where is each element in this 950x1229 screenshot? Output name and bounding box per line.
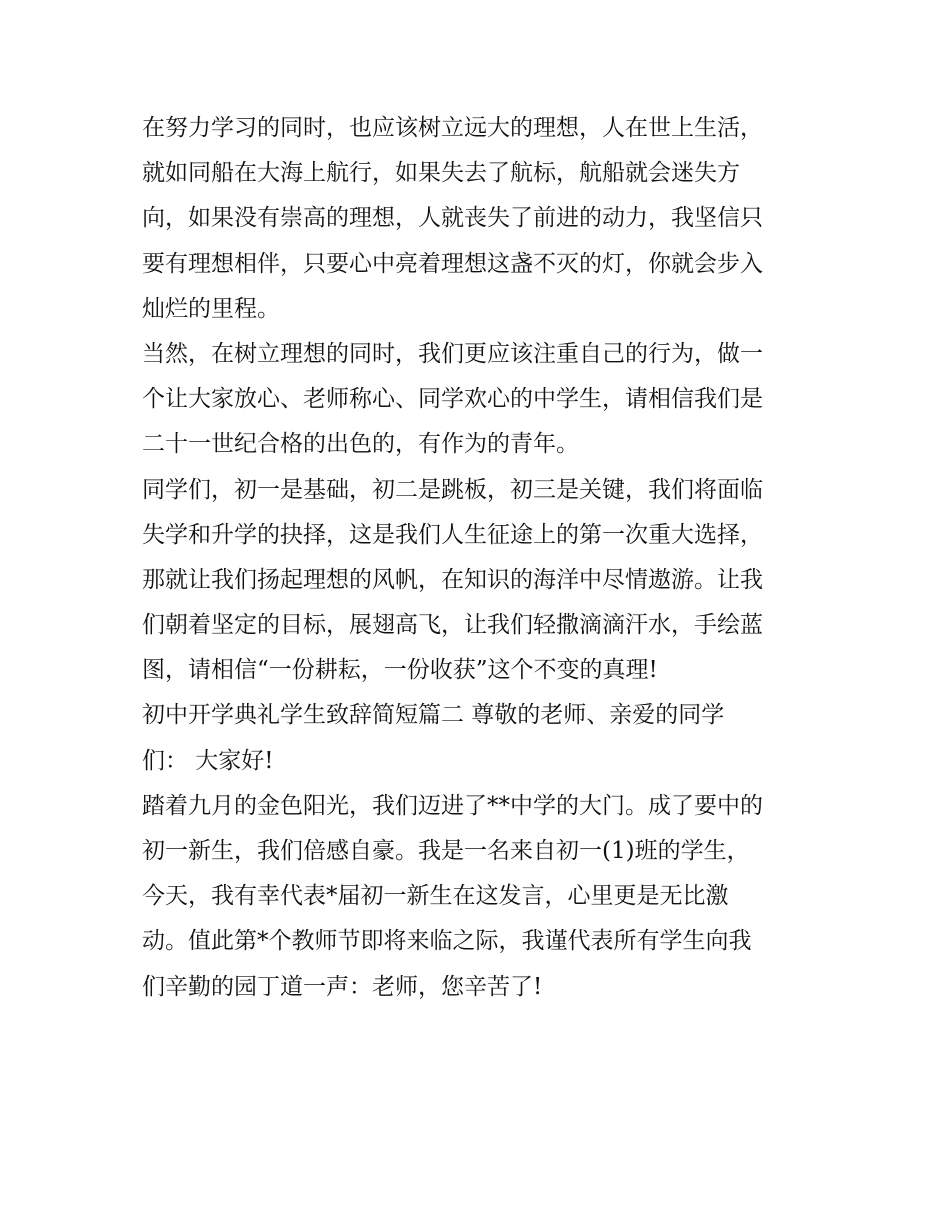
text-line: 们朝着坚定的目标，展翅高飞，让我们轻撒滴滴汗水，手绘蓝 bbox=[142, 612, 763, 639]
text-line: 图，请相信“一份耕耘，一份收获”这个不变的真理! bbox=[142, 657, 658, 684]
text-line: 同学们，初一是基础，初二是跳板，初三是关键，我们将面临 bbox=[142, 476, 763, 503]
text-line: 踏着九月的金色阳光，我们迈进了**中学的大门。成了要中的 bbox=[142, 792, 763, 819]
text-line: 向，如果没有崇高的理想，人就丧失了前进的动力，我坚信只 bbox=[142, 205, 763, 232]
text-line: 个让大家放心、老师称心、同学欢心的中学生，请相信我们是 bbox=[142, 386, 763, 413]
section-heading-line: 初中开学典礼学生致辞简短篇二 尊敬的老师、亲爱的同学 bbox=[142, 702, 725, 729]
text-line: 们辛勤的园丁道一声：老师，您辛苦了! bbox=[142, 973, 543, 1000]
text-line: 要有理想相伴，只要心中亮着理想这盏不灭的灯，你就会步入 bbox=[142, 250, 763, 277]
text-line: 动。值此第*个教师节即将来临之际，我谨代表所有学生向我 bbox=[142, 928, 752, 955]
text-line: 那就让我们扬起理想的风帆，在知识的海洋中尽情遨游。让我 bbox=[142, 566, 763, 593]
text-line: 失学和升学的抉择，这是我们人生征途上的第一次重大选择， bbox=[142, 521, 763, 548]
text-line: 初一新生，我们倍感自豪。我是一名来自初一(1)班的学生， bbox=[142, 838, 750, 864]
text-line: 二十一世纪合格的出色的，有作为的青年。 bbox=[142, 431, 579, 458]
document-body bbox=[142, 106, 822, 1010]
text-line: 在努力学习的同时，也应该树立远大的理想，人在世上生活， bbox=[142, 115, 763, 141]
greeting-line: 们： 大家好! bbox=[142, 747, 274, 774]
text-line: 灿烂的里程。 bbox=[142, 295, 280, 322]
text-line: 今天，我有幸代表*届初一新生在这发言，心里更是无比激 bbox=[142, 883, 729, 910]
text-line: 当然，在树立理想的同时，我们更应该注重自己的行为，做一 bbox=[142, 340, 763, 367]
text-line: 就如同船在大海上航行，如果失去了航标，航船就会迷失方 bbox=[142, 160, 740, 187]
